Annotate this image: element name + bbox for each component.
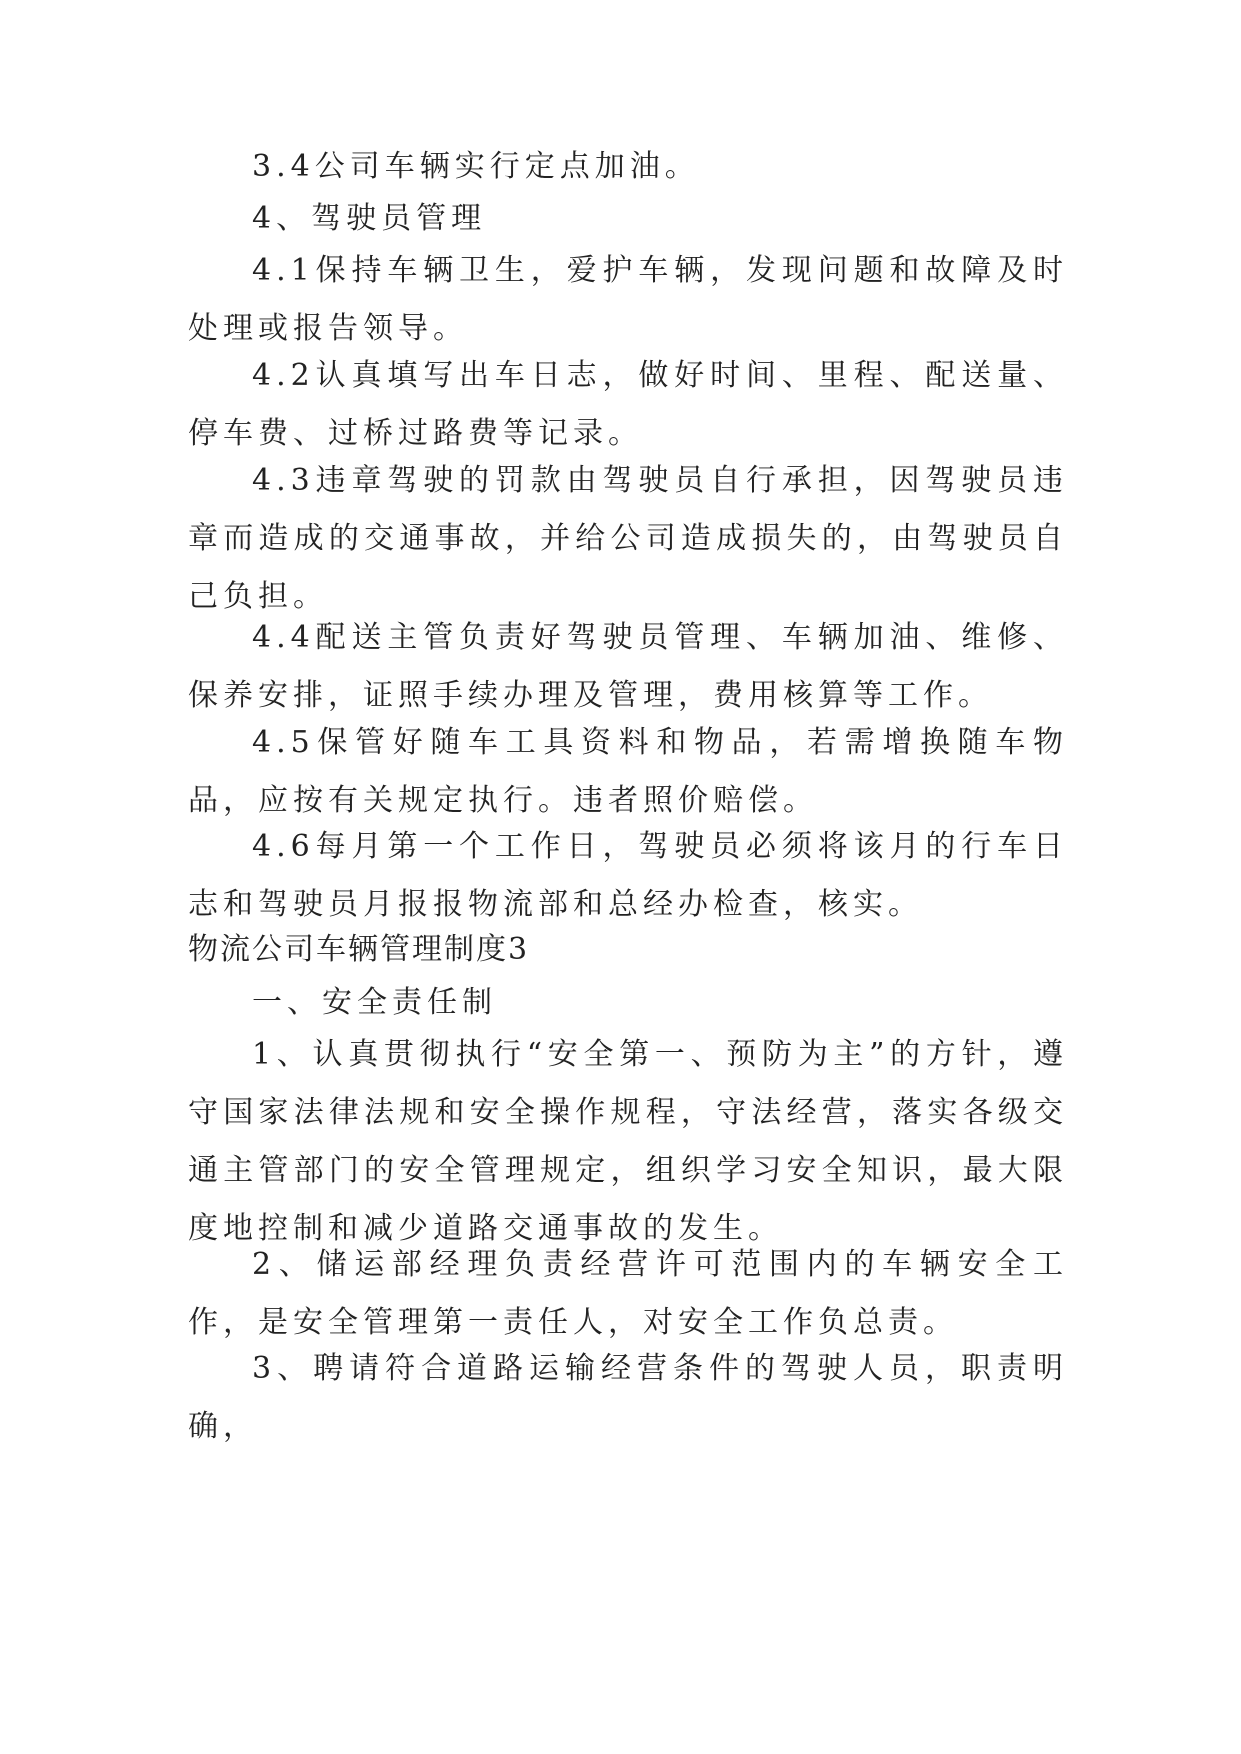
paragraph-4-4: 4.4配送主管负责好驾驶员管理、车辆加油、维修、保养安排，证照手续办理及管理，费用核算等工作。 [188,620,1068,713]
paragraph-4-3: 4.3违章驾驶的罚款由驾驶员自行承担，因驾驶员违章而造成的交通事故，并给公司造成损失的，由驾驶员自己负担。 [188,463,1068,614]
paragraph-4-1: 4.1保持车辆卫生，爱护车辆，发现问题和故障及时处理或报告领导。 [188,253,1068,346]
paragraph-4-6: 4.6每月第一个工作日，驾驶员必须将该月的行车日志和驾驶员月报报物流部和总经办检查，核实。 [188,829,1068,922]
paragraph-safety-2: 2、储运部经理负责经营许可范围内的车辆安全工作，是安全管理第一责任人，对安全工作负总责。 [188,1247,1068,1340]
section-heading-driver-management: 4、驾驶员管理 [252,201,487,236]
paragraph-4-5: 4.5保管好随车工具资料和物品，若需增换随车物品，应按有关规定执行。违者照价赔偿。 [188,725,1068,818]
section-heading-safety-responsibility: 一、安全责任制 [252,985,497,1020]
paragraph-4-2: 4.2认真填写出车日志，做好时间、里程、配送量、停车费、过桥过路费等记录。 [188,358,1068,451]
paragraph-3-4: 3.4公司车辆实行定点加油。 [252,149,700,184]
document-section-title: 物流公司车辆管理制度3 [188,932,530,967]
paragraph-safety-3: 3、聘请符合道路运输经营条件的驾驶人员，职责明确， [188,1351,1068,1444]
paragraph-safety-1: 1、认真贯彻执行“安全第一、预防为主”的方针，遵守国家法律法规和安全操作规程，守法经营，落实各级交通主管部门的安全管理规定，组织学习安全知识，最大限度地控制和减少道路交通事故的发生。 [188,1037,1068,1246]
